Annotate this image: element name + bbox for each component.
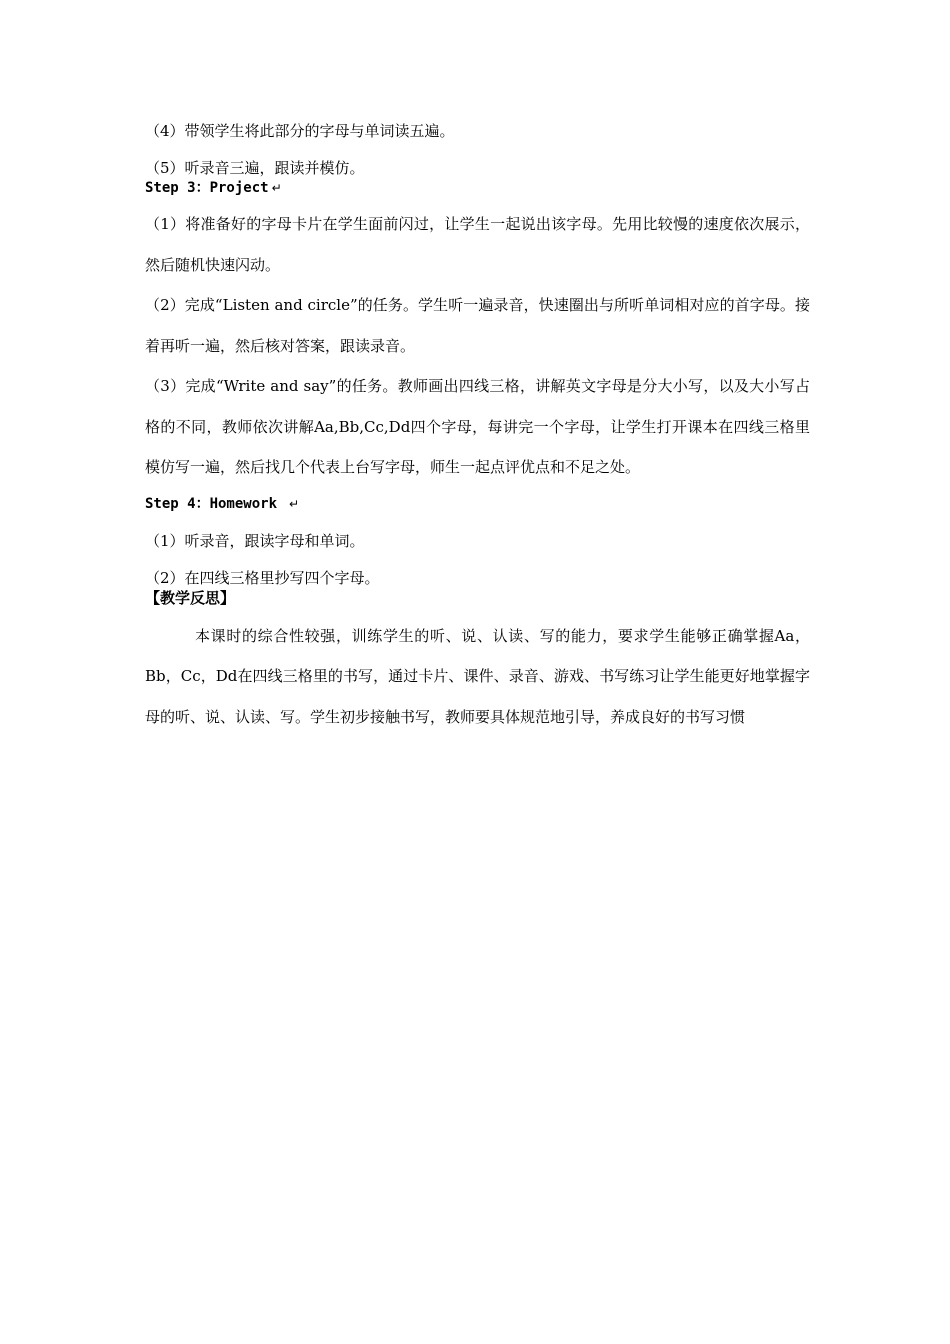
paragraph-mark-icon: ↵ <box>271 181 282 195</box>
step-line-4: （4）带领学生将此部分的字母与单词读五遍。 <box>145 122 455 140</box>
reflection-body: 本课时的综合性较强，训练学生的听、说、认读、写的能力，要求学生能够正确掌握Aa，Bb，Cc，Dd在四线三格里的书写，通过卡片、课件、录音、游戏、书写练习让学生能更好地掌握字母的听、说、认读、写。学生初步接触书写，教师要具体规范地引导，养成良好的书写习惯 <box>145 626 810 726</box>
reflection-title: 【教学反思】 <box>145 588 236 607</box>
step3-paragraph-2: （2）完成“Listen and circle”的任务。学生听一遍录音，快速圈出与所听单词相对应的首字母。接着再听一遍，然后核对答案，跟读录音。 <box>145 296 810 355</box>
step3-paragraph-1: （1）将准备好的字母卡片在学生面前闪过，让学生一起说出该字母。先用比较慢的速度依次展示，然后随机快速闪动。 <box>145 215 810 274</box>
step4-line-1: （1）听录音，跟读字母和单词。 <box>145 531 365 550</box>
step4-heading-text: Step 4：Homework <box>145 495 278 512</box>
step-line-5: （5）听录音三遍，跟读并模仿。 <box>145 159 365 177</box>
step4-line-2: （2）在四线三格里抄写四个字母。 <box>145 568 380 587</box>
document-page <box>145 121 810 737</box>
step3-heading <box>145 178 810 198</box>
step4-heading <box>145 494 810 514</box>
paragraph-mark-icon: ↵ <box>289 496 300 511</box>
step3-heading-text: Step 3：Project <box>145 180 269 196</box>
step3-paragraph-3: （3）完成“Write and say”的任务。教师画出四线三格，讲解英文字母是分大小写，以及大小写占格的不同，教师依次讲解Aa,Bb,Cc,Dd四个字母，每讲完一个字母，让学生打开课本在四线三格里模仿写一遍，然后找几个代表上台写字母，师生一起点评优点和不足之处。 <box>145 377 810 476</box>
